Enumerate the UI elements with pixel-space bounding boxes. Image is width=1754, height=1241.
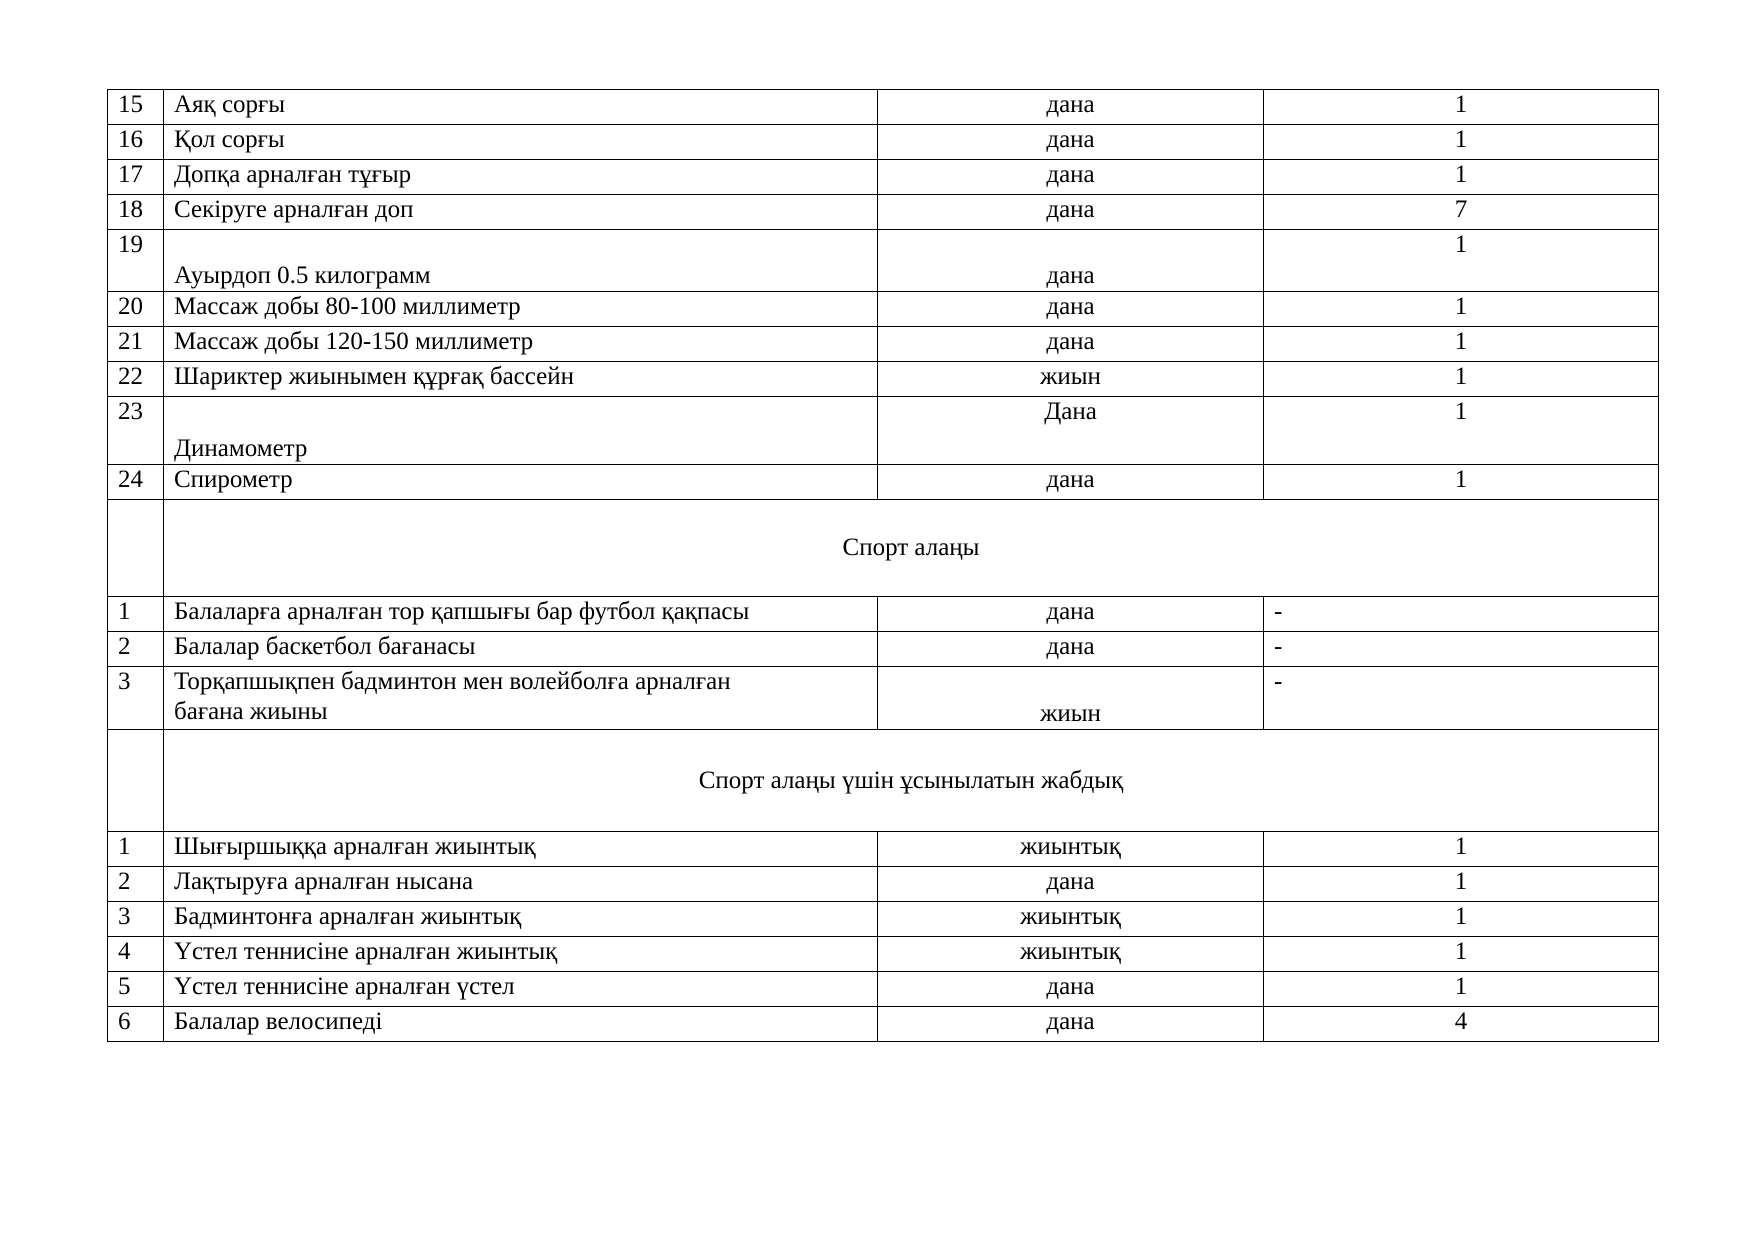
- item-unit: жиын: [878, 667, 1264, 730]
- row-number: 19: [108, 230, 164, 292]
- table-row: [108, 362, 1659, 397]
- item-name-line-2: бағана жиыны: [174, 698, 328, 725]
- section-number-cell: [108, 730, 164, 832]
- table-row: [108, 867, 1659, 902]
- item-quantity: 1: [1264, 465, 1659, 500]
- item-quantity: 1: [1264, 867, 1659, 902]
- table-row: [108, 327, 1659, 362]
- table-row: [108, 937, 1659, 972]
- item-quantity: 1: [1264, 292, 1659, 327]
- item-quantity: 1: [1264, 832, 1659, 867]
- item-name: Балалар баскетбол бағанасы: [164, 632, 878, 667]
- row-number: 17: [108, 160, 164, 195]
- item-unit: дана: [878, 597, 1264, 632]
- item-unit: дана: [878, 195, 1264, 230]
- item-unit: дана: [878, 125, 1264, 160]
- item-unit: дана: [878, 327, 1264, 362]
- item-quantity: -: [1264, 632, 1659, 667]
- item-name: Массаж добы 120-150 миллиметр: [164, 327, 878, 362]
- table-row: [108, 292, 1659, 327]
- item-unit: жиын: [878, 362, 1264, 397]
- row-number: 16: [108, 125, 164, 160]
- item-quantity: 1: [1264, 160, 1659, 195]
- section-number-cell: [108, 500, 164, 597]
- section-header-row: [108, 500, 1659, 597]
- item-name: Бадминтонға арналған жиынтық: [164, 902, 878, 937]
- item-unit: дана: [878, 972, 1264, 1007]
- section-header-row: [108, 730, 1659, 832]
- item-quantity: 1: [1264, 972, 1659, 1007]
- item-unit: жиынтық: [878, 832, 1264, 867]
- table-row: [108, 667, 1659, 730]
- item-quantity: 4: [1264, 1007, 1659, 1042]
- table-row: [108, 125, 1659, 160]
- item-unit: дана: [878, 465, 1264, 500]
- row-number: 2: [108, 867, 164, 902]
- row-number: 24: [108, 465, 164, 500]
- row-number: 15: [108, 90, 164, 125]
- table-row: [108, 230, 1659, 292]
- item-name: Аяқ сорғы: [164, 90, 878, 125]
- table-row: [108, 902, 1659, 937]
- item-unit: дана: [878, 867, 1264, 902]
- item-quantity: 1: [1264, 902, 1659, 937]
- item-name: Үстел теннисіне арналған жиынтық: [164, 937, 878, 972]
- item-name: Шығыршыққа арналған жиынтық: [164, 832, 878, 867]
- table-row: [108, 90, 1659, 125]
- item-quantity: 1: [1264, 230, 1659, 292]
- item-quantity: 1: [1264, 125, 1659, 160]
- item-quantity: 7: [1264, 195, 1659, 230]
- item-quantity: -: [1264, 667, 1659, 730]
- item-name: Секіруге арналған доп: [164, 195, 878, 230]
- row-number: 5: [108, 972, 164, 1007]
- row-number: 6: [108, 1007, 164, 1042]
- item-name: Қол сорғы: [164, 125, 878, 160]
- row-number: 22: [108, 362, 164, 397]
- item-quantity: 1: [1264, 90, 1659, 125]
- item-unit: дана: [878, 230, 1264, 292]
- row-number: 18: [108, 195, 164, 230]
- table-row: [108, 1007, 1659, 1042]
- row-number: 3: [108, 667, 164, 730]
- item-unit: дана: [878, 90, 1264, 125]
- table-row: [108, 832, 1659, 867]
- item-unit: дана: [878, 632, 1264, 667]
- item-name: Балаларға арналған тор қапшығы бар футбол қақпасы: [164, 597, 878, 632]
- item-name: Үстел теннисіне арналған үстел: [164, 972, 878, 1007]
- row-number: 23: [108, 397, 164, 465]
- item-unit: жиынтық: [878, 937, 1264, 972]
- item-quantity: 1: [1264, 327, 1659, 362]
- item-quantity: 1: [1264, 937, 1659, 972]
- table-row: [108, 465, 1659, 500]
- section-title: Спорт алаңы: [164, 500, 1659, 597]
- row-number: 1: [108, 597, 164, 632]
- item-name: Лақтыруға арналған нысана: [164, 867, 878, 902]
- item-unit: дана: [878, 160, 1264, 195]
- row-number: 3: [108, 902, 164, 937]
- table-row: [108, 397, 1659, 465]
- item-name: Шариктер жиынымен құрғақ бассейн: [164, 362, 878, 397]
- row-number: 4: [108, 937, 164, 972]
- item-name: [164, 667, 878, 730]
- row-number: 21: [108, 327, 164, 362]
- table-row: [108, 160, 1659, 195]
- item-unit: жиынтық: [878, 902, 1264, 937]
- row-number: 2: [108, 632, 164, 667]
- table-row: [108, 632, 1659, 667]
- item-name: Допқа арналған тұғыр: [164, 160, 878, 195]
- item-name: Массаж добы 80-100 миллиметр: [164, 292, 878, 327]
- item-name: Балалар велосипеді: [164, 1007, 878, 1042]
- item-name: Ауырдоп 0.5 килограмм: [164, 230, 878, 292]
- item-quantity: 1: [1264, 362, 1659, 397]
- item-unit: Дана: [878, 397, 1264, 465]
- item-name: Спирометр: [164, 465, 878, 500]
- item-unit: дана: [878, 292, 1264, 327]
- table-row: [108, 972, 1659, 1007]
- equipment-table: [107, 89, 1659, 1042]
- row-number: 20: [108, 292, 164, 327]
- table-row: [108, 195, 1659, 230]
- row-number: 1: [108, 832, 164, 867]
- table-row: [108, 597, 1659, 632]
- section-title: Спорт алаңы үшін ұсынылатын жабдық: [164, 730, 1659, 832]
- item-unit: дана: [878, 1007, 1264, 1042]
- item-quantity: 1: [1264, 397, 1659, 465]
- item-name-line-1: Торқапшықпен бадминтон мен волейболға арналған: [174, 668, 731, 695]
- item-name: Динамометр: [164, 397, 878, 465]
- item-quantity: -: [1264, 597, 1659, 632]
